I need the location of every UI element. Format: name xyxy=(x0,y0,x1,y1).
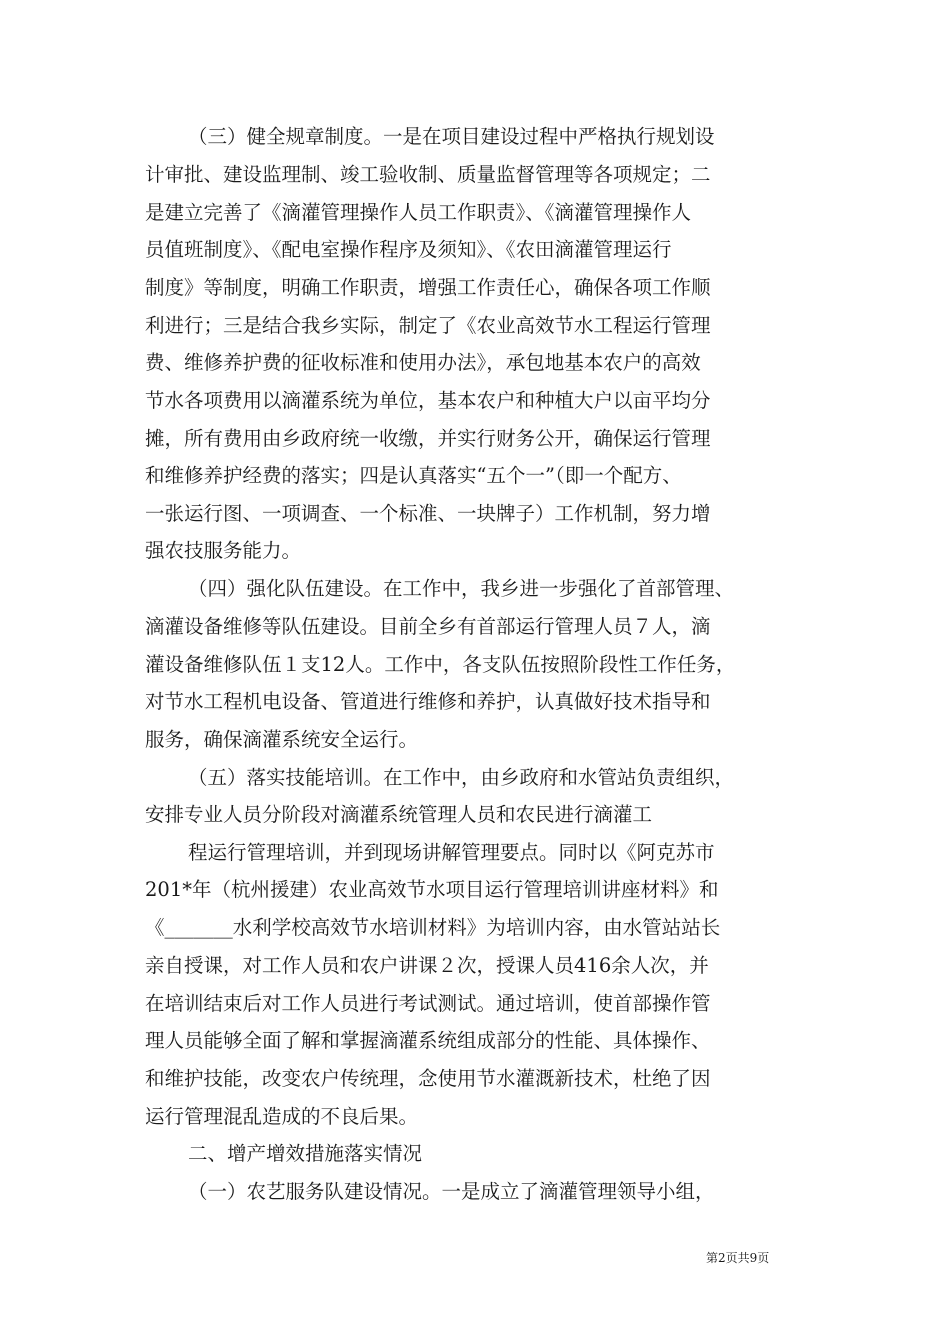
line-25: 理人员能够全面了解和掌握滴灌系统组成部分的性能、具体操作、 xyxy=(145,1029,711,1052)
line-16: 对节水工程机电设备、管道进行维修和养护，认真做好技术指导和 xyxy=(145,690,711,713)
line-11: 一张运行图、一项调查、一个标准、一块牌子）工作机制，努力增 xyxy=(145,502,711,525)
line-29: （一）农艺服务队建设情况。一是成立了滴灌管理领导小组， xyxy=(188,1180,715,1203)
line-17: 服务，确保滴灌系统安全运行。 xyxy=(145,728,419,751)
line-7: 费、维修养护费的征收标准和使用办法》，承包地基本农户的高效 xyxy=(145,351,701,374)
line-2: 计审批、建设监理制、竣工验收制、质量监督管理等各项规定；二 xyxy=(145,163,711,186)
line-9: 摊，所有费用由乡政府统一收缴，并实行财务公开，确保运行管理 xyxy=(145,427,711,450)
section-heading: 二、增产增效措施落实情况 xyxy=(188,1142,423,1165)
line-20: 程运行管理培训，并到现场讲解管理要点。同时以《阿克苏市 xyxy=(188,841,715,864)
line-5: 制度》等制度，明确工作职责，增强工作责任心，确保各项工作顺 xyxy=(145,276,711,299)
line-1: （三）健全规章制度。一是在项目建设过程中严格执行规划设 xyxy=(188,125,715,148)
line-6: 利进行；三是结合我乡实际，制定了《农业高效节水工程运行管理 xyxy=(145,314,711,337)
line-19: 安排专业人员分阶段对滴灌系统管理人员和农民进行滴灌工 xyxy=(145,803,653,826)
line-12: 强农技服务能力。 xyxy=(145,539,302,562)
line-24: 在培训结束后对工作人员进行考试测试。通过培训，使首部操作管 xyxy=(145,992,711,1015)
line-14: 滴灌设备维修等队伍建设。目前全乡有首部运行管理人员７人，滴 xyxy=(145,615,711,638)
line-26: 和维护技能，改变农户传统理，念使用节水灌溉新技术，杜绝了因 xyxy=(145,1067,711,1090)
line-23: 亲自授课，对工作人员和农户讲课２次，授课人员416余人次，并 xyxy=(145,954,709,977)
line-8: 节水各项费用以滴灌系统为单位，基本农户和种植大户以亩平均分 xyxy=(145,389,711,412)
line-22: 《_______水利学校高效节水培训材料》为培训内容，由水管站站长 xyxy=(145,916,721,939)
line-10: 和维修养护经费的落实；四是认真落实“五个一”（即一个配方、 xyxy=(145,464,682,487)
line-3: 是建立完善了《滴灌管理操作人员工作职责》、《滴灌管理操作人 xyxy=(145,201,692,224)
line-4: 员值班制度》、《配电室操作程序及须知》、《农田滴灌管理运行 xyxy=(145,238,672,261)
line-27: 运行管理混乱造成的不良后果。 xyxy=(145,1105,419,1128)
line-18: （五）落实技能培训。在工作中，由乡政府和水管站负责组织， xyxy=(188,766,735,789)
line-13: （四）强化队伍建设。在工作中，我乡进一步强化了首部管理、 xyxy=(188,577,735,600)
line-21: 201*年（杭州援建）农业高效节水项目运行管理培训讲座材料》和 xyxy=(145,878,719,901)
line-15: 灌设备维修队伍１支12人。工作中，各支队伍按照阶段性工作任务， xyxy=(145,653,736,676)
page-number: 第2页共9页 xyxy=(706,1251,770,1265)
